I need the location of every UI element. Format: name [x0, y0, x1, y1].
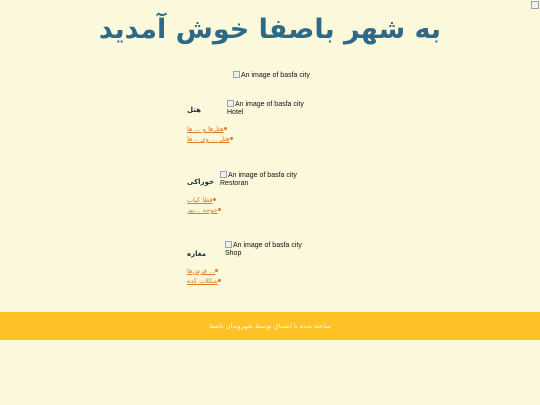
- hotel-image: [227, 100, 304, 117]
- bullet-icon: [213, 198, 216, 201]
- broken-image-icon: [225, 241, 232, 248]
- list-item: [187, 124, 237, 134]
- food-image-caption: Restoran: [220, 180, 249, 187]
- hotel-link-1[interactable]: هتل‌ها و ... ها: [187, 125, 224, 133]
- shop-image-alt: An image of basfa city: [233, 242, 302, 249]
- bullet-icon: [230, 137, 233, 140]
- food-image: [220, 171, 297, 188]
- shop-link-list: [187, 266, 225, 286]
- hotel-link-list: [187, 124, 237, 144]
- food-link-1[interactable]: قطا کباب: [187, 196, 213, 204]
- food-link-2[interactable]: جوجه ...بیز: [187, 206, 218, 214]
- bullet-icon: [215, 269, 218, 272]
- shop-link-1[interactable]: ... فرش‌ها: [187, 267, 216, 275]
- footer: [0, 312, 540, 340]
- shop-image: [225, 241, 302, 258]
- hotel-image-caption: Hotel: [227, 109, 244, 116]
- broken-image-icon: [233, 71, 240, 78]
- footer-text: ساخته شده با اشتیاق توسط شهروندان باصفا: [209, 322, 331, 330]
- bullet-icon: [224, 127, 227, 130]
- page-title: به شهر باصفا خوش آمدید: [98, 14, 442, 45]
- bullet-icon: [218, 208, 221, 211]
- list-item: [187, 276, 225, 286]
- bullet-icon: [218, 279, 221, 282]
- hotel-link-2[interactable]: هتل ... وی ...ها: [187, 135, 230, 143]
- list-item: [187, 205, 225, 215]
- broken-image-icon: [227, 100, 234, 107]
- hero-image: [233, 71, 310, 80]
- hero-image-alt: An image of basfa city: [241, 72, 310, 79]
- shop-link-2[interactable]: شکلات کده: [187, 277, 219, 285]
- food-section-title: خوراکی: [187, 178, 215, 186]
- food-link-list: [187, 195, 225, 215]
- shop-section-title: مغازه: [187, 250, 207, 258]
- list-item: [187, 134, 237, 144]
- broken-image-icon: [220, 171, 227, 178]
- list-item: [187, 195, 225, 205]
- shop-image-caption: Shop: [225, 250, 242, 257]
- hotel-section-title: هتل: [187, 106, 201, 114]
- food-image-alt: An image of basfa city: [228, 172, 297, 179]
- list-item: [187, 266, 225, 276]
- broken-image-icon: [531, 1, 539, 9]
- hotel-image-alt: An image of basfa city: [235, 101, 304, 108]
